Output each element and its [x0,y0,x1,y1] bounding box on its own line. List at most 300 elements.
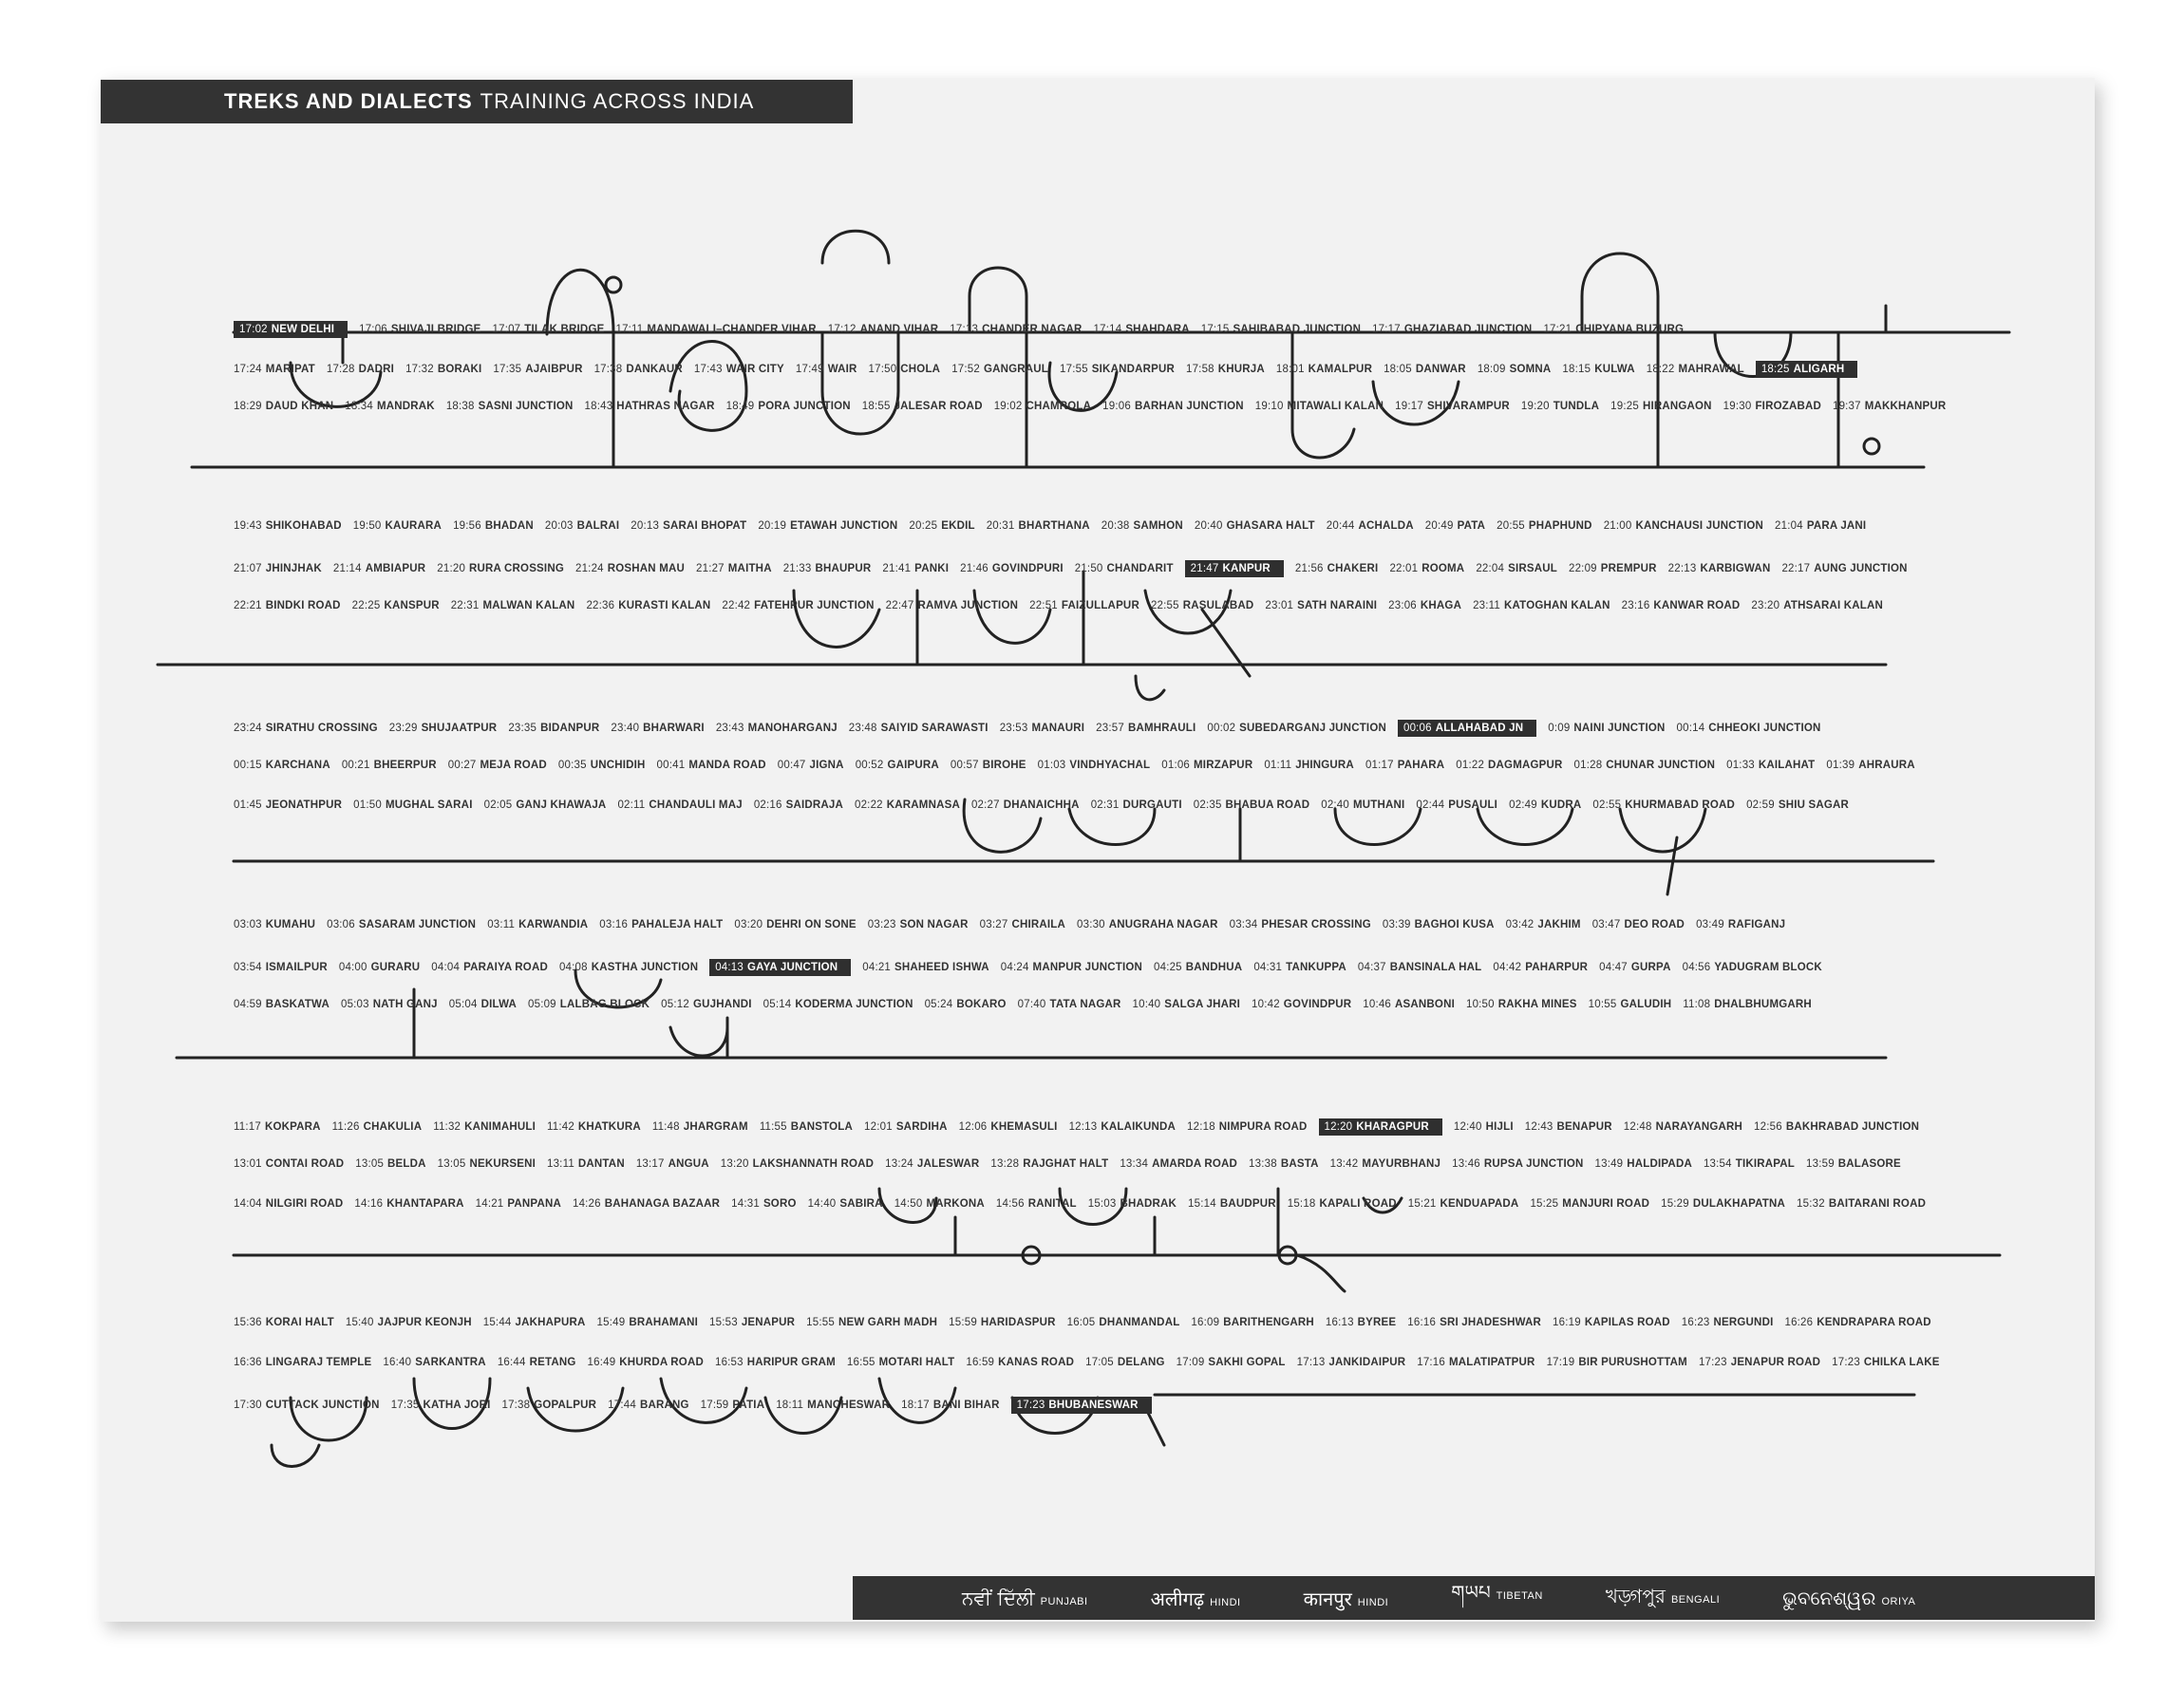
station-time: 17:12 [827,324,857,335]
station [1647,364,1744,375]
station-time: 17:06 [359,324,387,335]
station-name: HALDIPADA [1627,1158,1692,1170]
station-name: KUMAHU [265,919,316,930]
station-name: JANKIDAIPUR [1328,1357,1406,1368]
station-time: 05:09 [528,999,556,1010]
station-name: JIGNA [809,760,844,771]
station [1177,1357,1286,1368]
station [996,1198,1077,1210]
station [342,760,437,771]
station-time: 16:53 [714,1357,744,1368]
station [1589,999,1672,1010]
station-time: 21:04 [1775,520,1803,532]
station [498,1357,576,1368]
station-time: 19:37 [1832,401,1861,412]
station-name: BAKHRABAD JUNCTION [1785,1121,1920,1133]
station-name: MOTARI HALT [878,1357,955,1368]
station [882,563,949,574]
station-name: SHIU SAGAR [1778,799,1850,811]
station-name: MUTHANI [1353,799,1405,811]
station-name: PANKI [914,563,950,574]
station [1067,1317,1180,1328]
station [1452,1158,1583,1170]
station-time: 00:57 [950,760,979,771]
station [1060,364,1175,375]
station-time: 11:42 [546,1121,574,1133]
station-time: 22:01 [1389,563,1419,574]
station-name: KANSPUR [384,600,440,611]
major-station [234,321,348,338]
station-name: BALRAI [576,520,620,532]
station-name: JAJPUR KEONJH [377,1317,472,1328]
station-time: 12:56 [1754,1121,1782,1133]
station-name: LAKSHANNATH ROAD [752,1158,875,1170]
station-name: DANWAR [1415,364,1466,375]
station-time: 14:50 [894,1198,923,1210]
station [631,520,746,532]
station-name: KHURDA ROAD [619,1357,704,1368]
station-name: AMBIAPUR [365,563,426,574]
station [573,1198,720,1210]
station-name: KATOGHAN KALAN [1504,600,1610,611]
station-name: RURA CROSSING [469,563,564,574]
station [1195,520,1315,532]
station-name: CHAKULIA [363,1121,423,1133]
timetable-row [234,1198,1937,1210]
station-time: 22:17 [1781,563,1811,574]
station-time: 02:22 [854,799,883,811]
station-time: 21:24 [574,563,604,574]
station-name: HATHRAS NAGAR [616,401,715,412]
station-name: CHAMROLA [1026,401,1092,412]
station-name: GANJ KHAWAJA [516,799,607,811]
station-name: GURARU [370,962,421,973]
station-name: JALESAR ROAD [894,401,983,412]
station-time: 22:31 [450,600,480,611]
station [1194,799,1309,811]
station-name: MANDA ROAD [688,760,766,771]
station [1683,999,1812,1010]
station [951,364,1048,375]
station-name: KHURMABAD ROAD [1625,799,1736,811]
station-name: RAFIGANJ [1727,919,1786,930]
station [1094,324,1190,335]
station [796,364,857,375]
station [1372,324,1532,335]
station-name: GANGRAUL [983,364,1049,375]
station [1001,962,1142,973]
station-time: 19:25 [1610,401,1639,412]
station [588,1357,704,1368]
station [608,1400,688,1411]
station-time: 18:55 [861,401,891,412]
station [1326,1317,1396,1328]
timetable-row [234,720,1833,737]
station-name: SHAHDARA [1125,324,1190,335]
station [1188,1198,1276,1210]
station-name: MAKKHANPUR [1864,401,1947,412]
timetable-row [234,760,1927,771]
station [438,1158,536,1170]
station-time: 13:05 [355,1158,385,1170]
station-time: 15:59 [949,1317,977,1328]
station-name: BHEERPUR [373,760,437,771]
station-time: 17:23 [1832,1357,1860,1368]
station-name: CHUNAR JUNCTION [1606,760,1716,771]
station-time: 03:30 [1077,919,1105,930]
station-name: RAKHA MINES [1497,999,1577,1010]
station-time: 05:14 [763,999,792,1010]
station-name: DAUD KHAN [265,401,334,412]
legend-language: HINDI [1357,1596,1389,1608]
station-time: 19:06 [1102,401,1131,412]
station [959,1121,1058,1133]
timetable-row [234,600,1894,611]
station [885,1158,979,1170]
station-time: 19:10 [1254,401,1284,412]
legend-item [1304,1586,1389,1611]
station-name: MAYURBHANJ [1362,1158,1441,1170]
station-name: BELDA [387,1158,426,1170]
station [701,1400,765,1411]
timetable-row [234,919,1797,930]
station [617,799,742,811]
station [234,364,315,375]
station-name: ANGUA [668,1158,709,1170]
station-time: 17:49 [795,364,824,375]
timetable-row [234,361,1869,378]
station-name: AHRAURA [1858,760,1915,771]
station-time: 12:43 [1524,1121,1553,1133]
station [1363,999,1455,1010]
station-name: PHESAR CROSSING [1261,919,1371,930]
station [1530,1198,1649,1210]
station-time: 15:25 [1530,1198,1559,1210]
station [1624,1121,1742,1133]
station-name: PAHALEJA HALT [631,919,724,930]
station-time: 02:31 [1090,799,1120,811]
station [1252,999,1351,1010]
station-time: 02:59 [1746,799,1775,811]
station-time: 23:35 [508,723,537,734]
station [1806,1158,1901,1170]
station-name: NAINI JUNCTION [1573,723,1666,734]
station-time: 11:08 [1683,999,1711,1010]
station [994,401,1091,412]
station [333,563,425,574]
station-name: MARKONA [926,1198,985,1210]
station-name: JAKHIM [1537,919,1581,930]
legend-language: HINDI [1210,1596,1241,1608]
station-name: LALBAG BLOCK [559,999,650,1010]
station [734,919,856,930]
station [1255,401,1384,412]
timetable-row [234,959,1834,976]
station [1408,1198,1519,1210]
station-name: PREMPUR [1600,563,1657,574]
legend-script: ଭୁବନେଶ୍ୱର [1782,1587,1876,1609]
station-time: 13:46 [1452,1158,1480,1170]
station-time: 13:49 [1594,1158,1624,1170]
station [1191,1317,1313,1328]
station-name: JHINGURA [1295,760,1354,771]
station-time: 18:05 [1384,364,1412,375]
station-time: 22:25 [351,600,381,611]
station-name: DELANG [1117,1357,1165,1368]
station-time: 19:02 [993,401,1023,412]
station [448,760,547,771]
station-time: 03:54 [234,962,262,973]
station-time: 12:48 [1623,1121,1652,1133]
station-name: DULAKHAPATNA [1692,1198,1786,1210]
station-time: 12:18 [1187,1121,1215,1133]
station-name: PAHARPUR [1525,962,1589,973]
station [754,799,843,811]
station [1330,1158,1441,1170]
station-time: 17:24 [234,364,262,375]
station-name: MALATIPATPUR [1449,1357,1535,1368]
station [354,1198,463,1210]
station-time: 17:17 [1372,324,1401,335]
station-name: MIRZAPUR [1194,760,1253,771]
station-time: 22:42 [722,600,751,611]
station-name: YADUGRAM BLOCK [1714,962,1822,973]
station [1085,1357,1165,1368]
station [476,1198,561,1210]
station [1207,723,1386,734]
timetable-row [234,560,1919,577]
station-name: BANSTOLA [790,1121,854,1133]
station-time: 02:05 [483,799,513,811]
station-time: 15:49 [596,1317,626,1328]
station [1521,401,1599,412]
station-time: 16:05 [1066,1317,1096,1328]
station-name: MAHRAWAL [1678,364,1744,375]
major-station [1319,1118,1442,1136]
station [341,999,438,1010]
station-time: 00:41 [656,760,686,771]
station-name: ALLAHABAD JN [1435,723,1524,734]
station-time: 03:27 [979,919,1008,930]
station-time: 13:05 [437,1158,466,1170]
station-time: 23:24 [234,723,262,734]
station [1832,1357,1940,1368]
station-time: 21:50 [1074,563,1103,574]
station [1264,760,1354,771]
station-name: DHALBHUMGARH [1714,999,1812,1010]
station [234,919,315,930]
station-time: 16:23 [1681,1317,1710,1328]
station [1276,364,1372,375]
station-time: 01:33 [1726,760,1755,771]
legend-script: ਨਵੀਂ ਦਿੱਲੀ [962,1587,1035,1609]
station [1416,799,1497,811]
station [352,600,440,611]
station [1384,364,1466,375]
station-time: 10:50 [1465,999,1495,1010]
station [1826,760,1914,771]
station-name: MANPUR JUNCTION [1032,962,1142,973]
station-name: CHOLA [900,364,941,375]
station [694,364,784,375]
station-time: 16:44 [497,1357,526,1368]
station-time: 19:43 [234,520,262,532]
station-name: HIJLI [1485,1121,1514,1133]
legend-item [1451,1571,1543,1622]
station-time: 18:17 [901,1400,930,1411]
station-name: BANSINALA HAL [1389,962,1482,973]
station [389,723,498,734]
station [345,401,435,412]
station-name: WAIR CITY [725,364,784,375]
station-time: 04:04 [431,962,461,973]
station-time: 03:06 [327,919,355,930]
station [1327,520,1414,532]
legend-bar [853,1576,2095,1620]
station-name: CUTTACK JUNCTION [265,1400,380,1411]
station-time: 04:31 [1253,962,1283,973]
station-time: 18:34 [345,401,373,412]
station-name: NEW GARH MADH [838,1317,938,1328]
station-name: BASKATWA [265,999,329,1010]
station-name: KENDUAPADA [1440,1198,1519,1210]
station-time: 20:38 [1101,520,1130,532]
station [763,999,913,1010]
station-time: 03:20 [734,919,763,930]
station-name: GOVINDPURI [991,563,1064,574]
station-time: 19:50 [352,520,382,532]
station [980,919,1065,930]
station [559,962,698,973]
station-time: 10:46 [1363,999,1392,1010]
title-light: TRAINING ACROSS INDIA [480,89,755,113]
station [586,600,710,611]
station-time: 23:53 [999,723,1028,734]
station-time: 23:11 [1473,600,1501,611]
station-name: ALIGARH [1793,364,1845,375]
station [234,760,330,771]
station-time: 15:53 [709,1317,738,1328]
station [234,1121,321,1133]
station [1075,563,1174,574]
station-time: 23:16 [1621,600,1650,611]
station-time: 16:26 [1784,1317,1814,1328]
station-time: 07:40 [1017,999,1046,1010]
station [862,401,983,412]
station [862,962,989,973]
station-name: GALUDIH [1620,999,1672,1010]
station-time: 03:16 [599,919,629,930]
station-name: NEW DELHI [271,324,335,335]
title-bold: TREKS AND DIALECTS [224,89,473,113]
station-time: 14:31 [731,1198,760,1210]
station [585,401,715,412]
station [721,1158,874,1170]
station-time: 15:36 [234,1317,262,1328]
station-name: MANDRAK [377,401,435,412]
station-name: TUNDLA [1553,401,1600,412]
station-time: 00:47 [777,760,806,771]
station [234,723,378,734]
station-name: VINDHYACHAL [1069,760,1151,771]
station-name: KAILAHAT [1758,760,1816,771]
station-time: 13:34 [1120,1158,1149,1170]
station-name: ANUGRAHA NAGAR [1108,919,1218,930]
major-station [1756,361,1858,378]
station-name: TILAK BRIDGE [524,324,605,335]
station-time: 21:46 [960,563,988,574]
legend-language: BENGALI [1670,1593,1721,1606]
station-time: 02:35 [1193,799,1222,811]
station-name: BASTA [1280,1158,1319,1170]
station-time: 02:11 [617,799,646,811]
station-time: 00:27 [447,760,477,771]
station-name: GAYA JUNCTION [746,962,838,973]
station-name: PHAPHUND [1528,520,1592,532]
station [1358,962,1482,973]
station-time: 01:28 [1573,760,1603,771]
station [1704,1158,1795,1170]
station [1478,364,1552,375]
station-time: 17:58 [1185,364,1214,375]
station [487,919,588,930]
station-time: 00:52 [855,760,884,771]
station-time: 18:29 [234,401,262,412]
station [1154,962,1242,973]
station-time: 00:02 [1207,723,1236,734]
station-name: SARKANTRA [415,1357,486,1368]
station-name: KURASTI KALAN [618,600,711,611]
station-name: SAMHON [1133,520,1183,532]
station-time: 21:56 [1294,563,1324,574]
station-time: 17:07 [492,324,521,335]
station [355,1158,425,1170]
station-name: PATA [1457,520,1486,532]
station-name: HARIPUR GRAM [746,1357,836,1368]
station-name: CHANDARIT [1106,563,1174,574]
station-name: GHAZIABAD JUNCTION [1403,324,1533,335]
legend-script: कानपुर [1303,1587,1352,1610]
station-time: 03:47 [1591,919,1621,930]
station [716,723,838,734]
station [849,723,988,734]
station [1661,1198,1785,1210]
station-name: SAKHI GOPAL [1208,1357,1286,1368]
station-name: SASNI JUNCTION [478,401,574,412]
station-name: KULWA [1594,364,1635,375]
station-name: KALAIKUNDA [1101,1121,1177,1133]
station-name: BHUBANESWAR [1048,1400,1139,1411]
station-time: 13:01 [234,1158,262,1170]
station-name: MAITHA [727,563,772,574]
station-name: KOKPARA [264,1121,321,1133]
station-name: ETAWAH JUNCTION [790,520,898,532]
station [886,600,1018,611]
station-time: 11:26 [331,1121,360,1133]
station-time: 20:40 [1194,520,1223,532]
station-name: KHARAGPUR [1356,1121,1429,1133]
station [433,1121,536,1133]
station [611,723,704,734]
station [234,401,333,412]
station-time: 13:59 [1806,1158,1835,1170]
station-time: 18:11 [776,1400,804,1411]
poster-board [101,78,2095,1622]
station-name: KAURARA [385,520,442,532]
station-name: MANCHESWAR [807,1400,891,1411]
station [868,919,969,930]
station [493,324,605,335]
